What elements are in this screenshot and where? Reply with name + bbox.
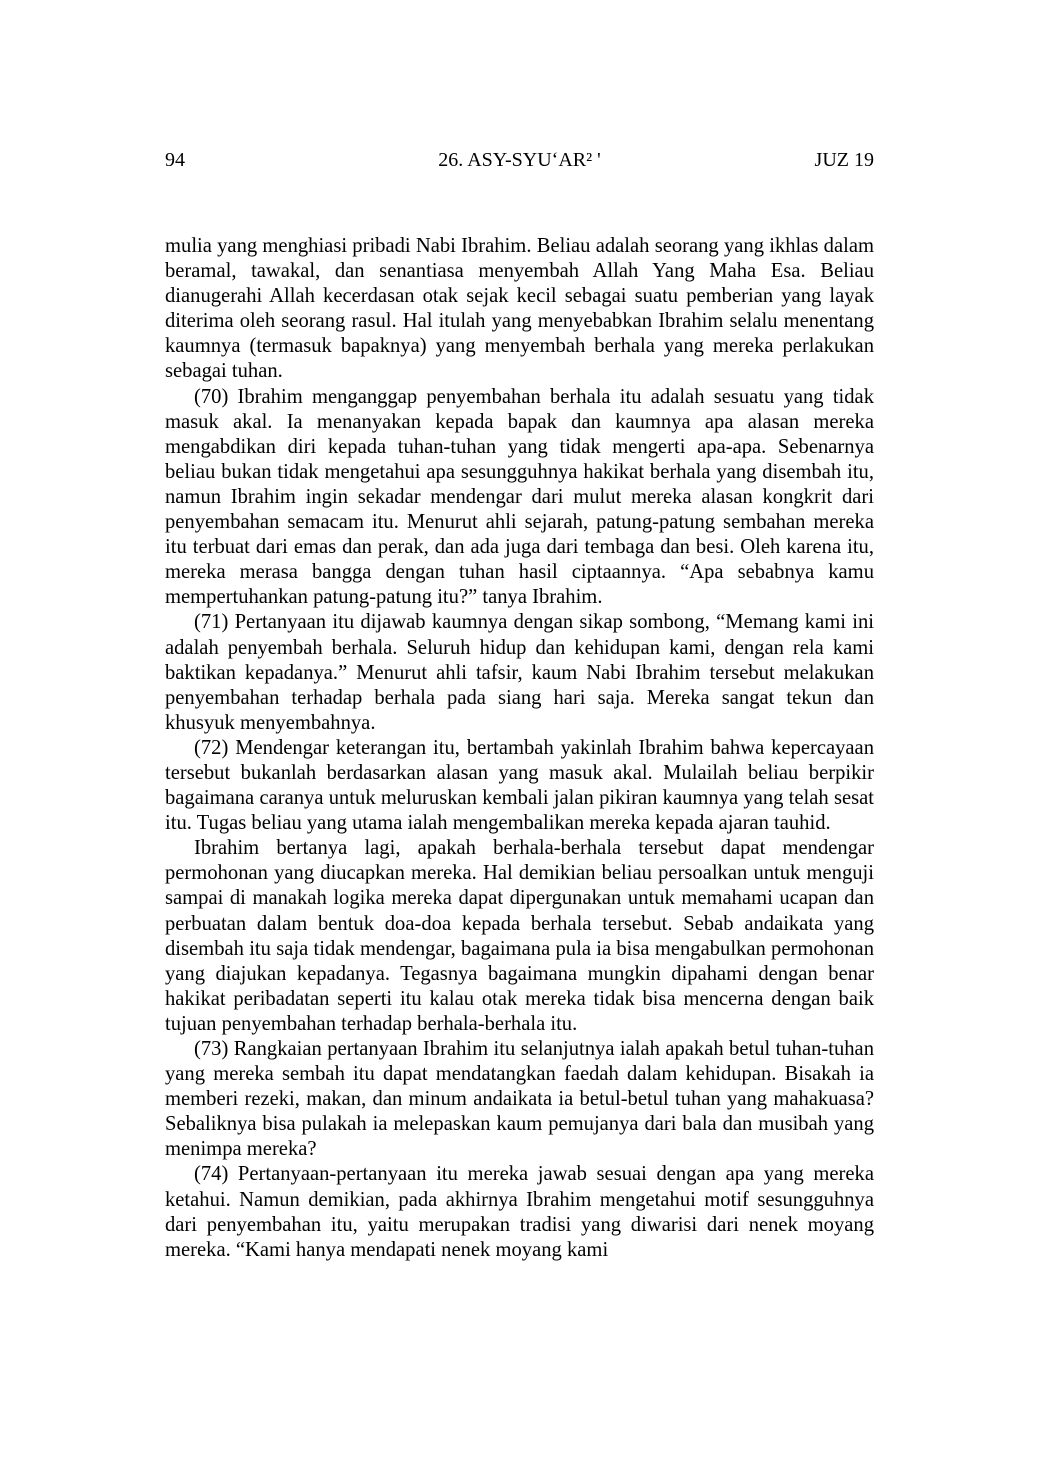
body-text — [165, 234, 874, 1263]
paragraph-verse-72: (72) Mendengar keterangan itu, bertambah yakinlah Ibrahim bahwa kepercayaan tersebut bukanlah berdasarkan alasan yang masuk akal. Mulailah beliau berpikir bagaimana caranya untuk meluruskan kembali jalan pikiran kaumnya yang telah sesat itu. Tugas beliau yang utama ialah mengembalikan mereka kepada ajaran tauhid. — [165, 736, 874, 835]
paragraph-verse-70: (70) Ibrahim menganggap penyembahan berhala itu adalah sesuatu yang tidak masuk akal. Ia menanyakan kepada bapak dan kaumnya apa alasan mereka mengabdikan diri kepada tuhan-tuhan yang tidak mengerti apa-apa. Sebenarnya beliau bukan tidak mengetahui apa sesungguhnya hakikat berhala yang disembah itu, namun Ibrahim ingin sekadar mendengar dari mulut mereka alasan kongkrit dari penyembahan semacam itu. Menurut ahli sejarah, patung-patung sembahan mereka itu terbuat dari emas dan perak, dan ada juga dari tembaga dan besi. Oleh karena itu, mereka merasa bangga dengan tuhan hasil ciptaannya. “Apa sebabnya kamu mempertuhankan patung-patung itu?” tanya Ibrahim. — [165, 385, 874, 609]
page-header — [165, 147, 874, 173]
paragraph-verse-71: (71) Pertanyaan itu dijawab kaumnya dengan sikap sombong, “Memang kami ini adalah penyembah berhala. Seluruh hidup dan kehidupan kami, dengan rela kami baktikan kepadanya.” Menurut ahli tafsir, kaum Nabi Ibrahim tersebut melakukan penyembahan terhadap berhala pada siang hari saja. Mereka sangat tekun dan khusyuk menyembahnya. — [165, 611, 874, 734]
juz-label: JUZ 19 — [814, 149, 874, 171]
paragraph-ibrahim-question: Ibrahim bertanya lagi, apakah berhala-berhala tersebut dapat mendengar permohonan yang diucapkan mereka. Hal demikian beliau persoalkan untuk menguji sampai di manakah logika mereka dapat dipergunakan untuk memahami ucapan dan perbuatan dalam bentuk doa-doa kepada berhala tersebut. Sebab andaikata yang disembah itu saja tidak mendengar, bagaimana pula ia bisa mengabulkan permohonan yang diajukan kepadanya. Tegasnya bagaimana mungkin dipahami dengan benar hakikat peribadatan seperti itu kalau otak mereka tidak bisa mencerna dengan baik tujuan penyembahan terhadap berhala-berhala itu. — [165, 837, 874, 1035]
paragraph-verse-73: (73) Rangkaian pertanyaan Ibrahim itu selanjutnya ialah apakah betul tuhan-tuhan yang mereka sembah itu dapat mendatangkan faedah dalam kehidupan. Bisakah ia memberi rezeki, makan, dan minum andaikata ia betul-betul tuhan yang mahakuasa? Sebaliknya bisa pulakah ia melepaskan kaum pemujanya dari bala dan musibah yang menimpa mereka? — [165, 1038, 874, 1161]
paragraph-verse-74: (74) Pertanyaan-pertanyaan itu mereka jawab sesuai dengan apa yang mereka ketahui. Namun demikian, pada akhirnya Ibrahim mengetahui motif sesungguhnya dari penyembahan itu, yaitu merupakan tradisi yang diwarisi dari nenek moyang mereka. “Kami hanya mendapati nenek moyang kami — [165, 1163, 874, 1261]
chapter-title: 26. ASY-SYU‘AR² ' — [438, 149, 601, 171]
paragraph-continuation: mulia yang menghiasi pribadi Nabi Ibrahim. Beliau adalah seorang yang ikhlas dalam beramal, tawakal, dan senantiasa menyembah Allah Yang Maha Esa. Beliau dianugerahi Allah kecerdasan otak sejak kecil sebagai suatu pemberian yang layak diterima oleh seorang rasul. Hal itulah yang menyebabkan Ibrahim selalu menentang kaumnya (termasuk bapaknya) yang menyembah berhala yang mereka perlakukan sebagai tuhan. — [165, 235, 874, 383]
page-number: 94 — [165, 149, 185, 171]
